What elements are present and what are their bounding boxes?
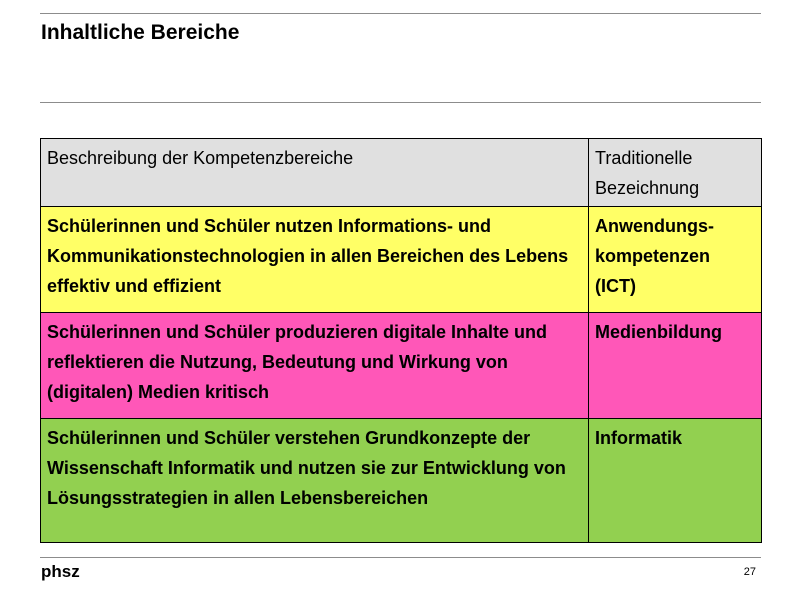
competence-table (40, 138, 762, 543)
table-row (41, 419, 762, 543)
row-traditional-cell: Informatik (589, 419, 762, 543)
row-traditional-cell: Anwendungs-kompetenzen (ICT) (589, 207, 762, 313)
header-traditional-cell: Traditionelle Bezeichnung (589, 139, 762, 207)
footer-divider (40, 557, 761, 558)
table-row (41, 207, 762, 313)
page-number: 27 (743, 566, 756, 578)
header-description-cell: Beschreibung der Kompetenzbereiche (41, 139, 589, 207)
table-header-row (41, 139, 762, 207)
footer-logo: phsz (41, 562, 80, 581)
row-description-cell: Schülerinnen und Schüler nutzen Informations- und Kommunikationstechnologien in allen Bereichen des Lebens effektiv und effizient (41, 207, 589, 313)
slide-title: Inhaltliche Bereiche (41, 21, 240, 44)
top-divider (40, 13, 761, 14)
title-divider (40, 102, 761, 103)
table-row (41, 313, 762, 419)
row-traditional-cell: Medienbildung (589, 313, 762, 419)
row-description-cell: Schülerinnen und Schüler produzieren digitale Inhalte und reflektieren die Nutzung, Bedeutung und Wirkung von (digitalen) Medien kritisch (41, 313, 589, 419)
row-description-cell: Schülerinnen und Schüler verstehen Grundkonzepte der Wissenschaft Informatik und nutzen sie zur Entwicklung von Lösungsstrategien in allen Lebensbereichen (41, 419, 589, 543)
